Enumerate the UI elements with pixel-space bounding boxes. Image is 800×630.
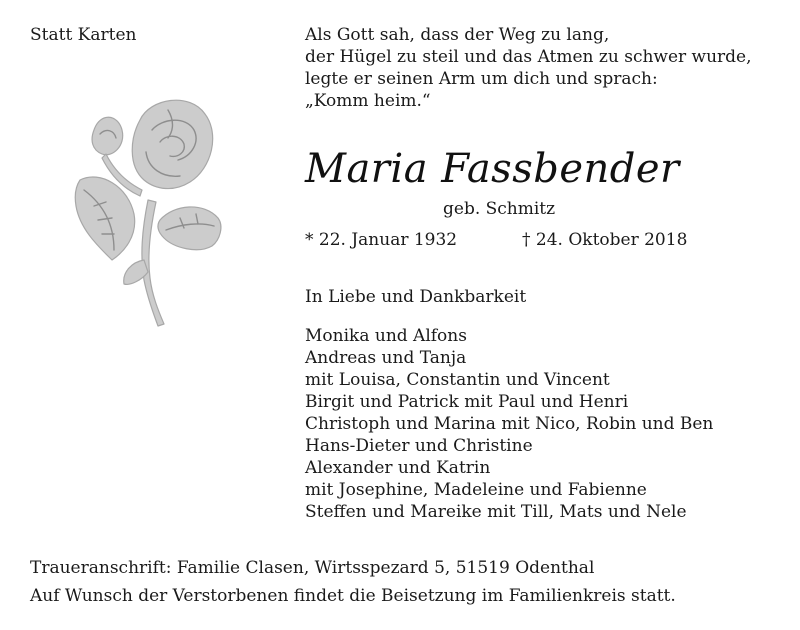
birth-date: * 22. Januar 1932 <box>305 230 458 250</box>
poem-line: legte er seinen Arm um dich und sprach: <box>305 69 658 89</box>
list-item: Birgit und Patrick mit Paul und Henri <box>305 392 629 412</box>
list-item: mit Josephine, Madeleine und Fabienne <box>305 480 647 500</box>
list-item: Christoph und Marina mit Nico, Robin und Ben <box>305 414 714 434</box>
list-item: Hans-Dieter und Christine <box>305 436 533 456</box>
mourning-address: Traueranschrift: Familie Clasen, Wirtsspezard 5, 51519 Odenthal <box>30 558 595 578</box>
list-item: Monika und Alfons <box>305 326 467 346</box>
poem <box>305 24 752 112</box>
rose-icon <box>70 90 230 330</box>
statt-karten-label: Statt Karten <box>30 25 137 45</box>
poem-line: Als Gott sah, dass der Weg zu lang, <box>305 25 610 45</box>
list-item: Alexander und Katrin <box>305 458 491 478</box>
maiden-name: geb. Schmitz <box>443 199 556 219</box>
poem-line: „Komm heim.“ <box>305 91 431 111</box>
poem-line: der Hügel zu steil und das Atmen zu schwer wurde, <box>305 47 752 67</box>
mourners-list <box>305 325 713 523</box>
death-date: † 24. Oktober 2018 <box>522 230 688 250</box>
mourners-intro: In Liebe und Dankbarkeit <box>305 287 527 307</box>
list-item: mit Louisa, Constantin und Vincent <box>305 370 610 390</box>
list-item: Steffen und Mareike mit Till, Mats und Nele <box>305 502 687 522</box>
list-item: Andreas und Tanja <box>305 348 467 368</box>
burial-note: Auf Wunsch der Verstorbenen findet die Beisetzung im Familienkreis statt. <box>30 586 676 606</box>
deceased-name: Maria Fassbender <box>305 146 680 192</box>
